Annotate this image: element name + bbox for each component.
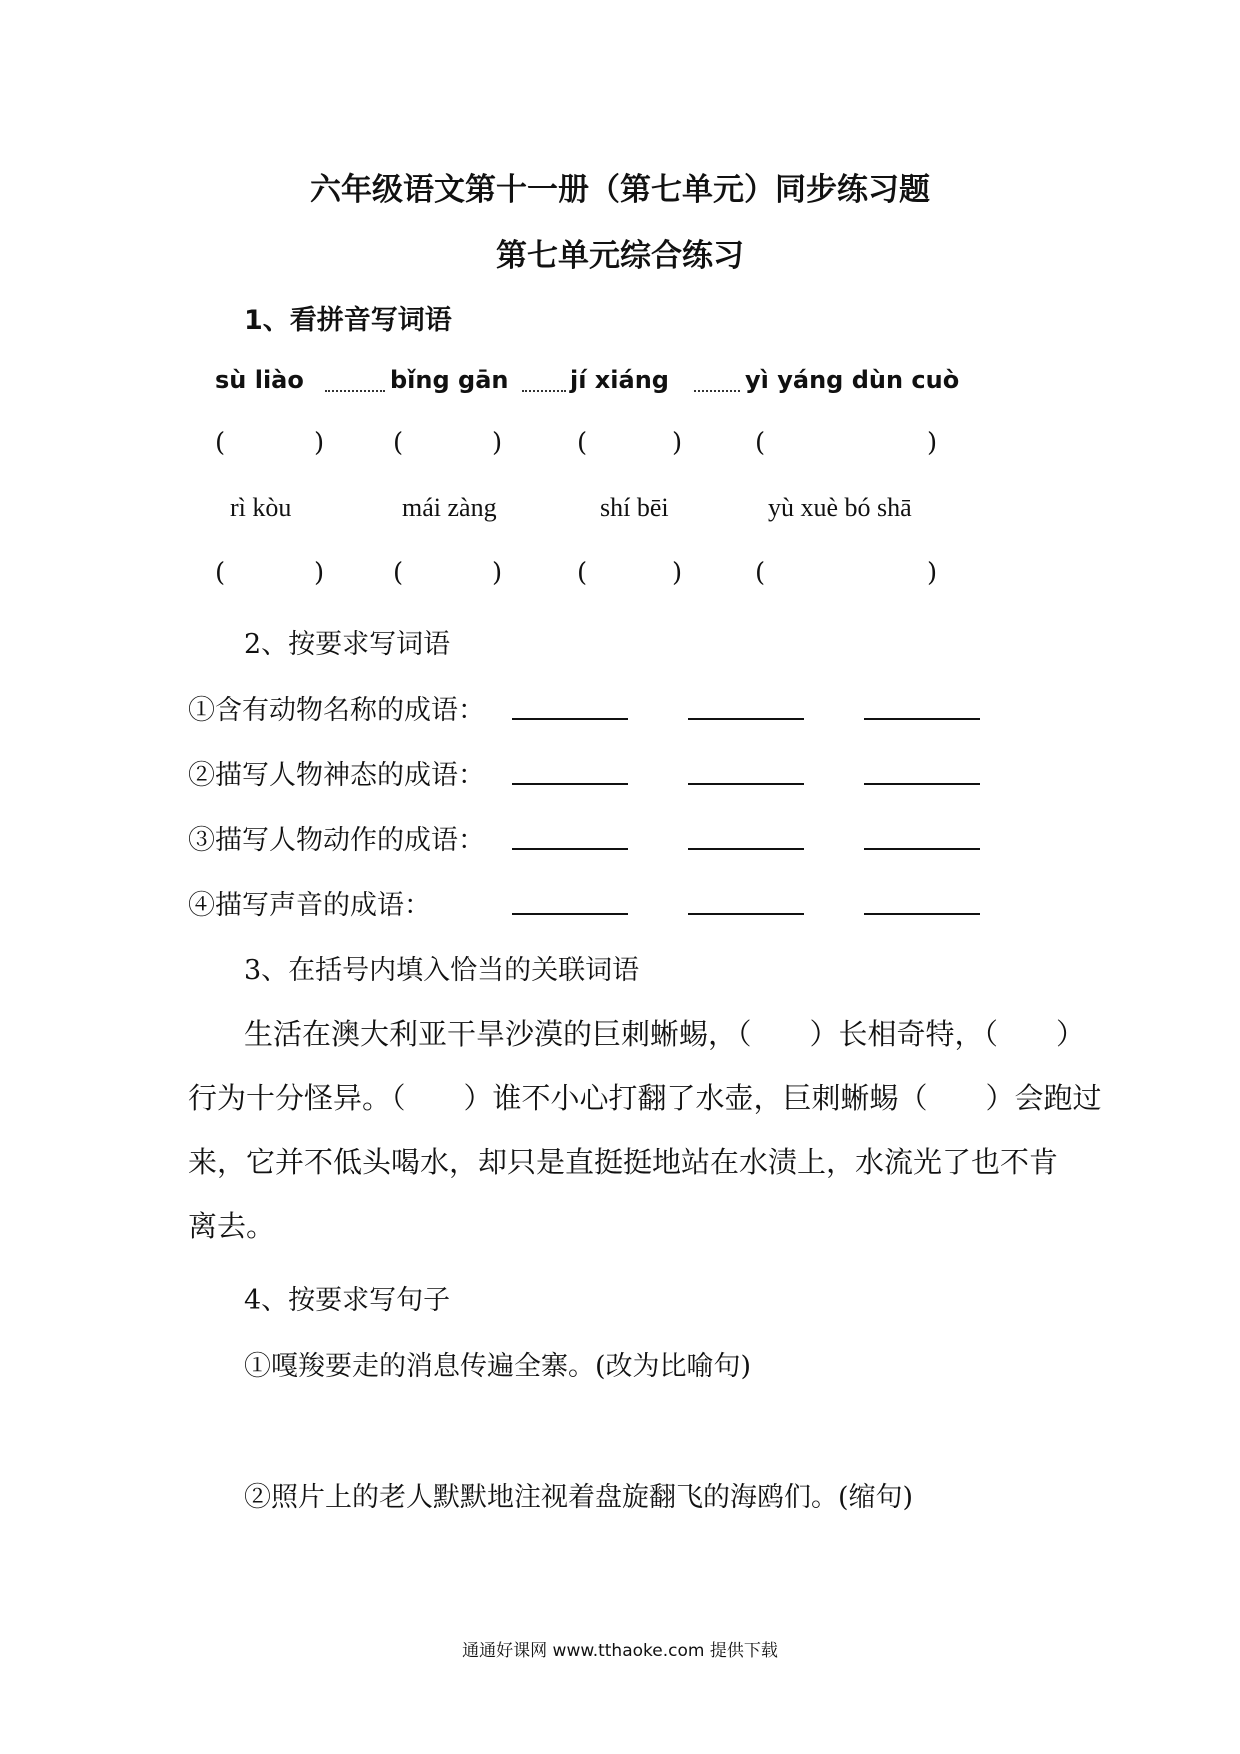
- q2-item-label: ②描写人物神态的成语：: [188, 760, 485, 791]
- pinyin-item: shí bēi: [600, 493, 669, 522]
- paren-open: (: [215, 558, 226, 588]
- paren-close: ): [927, 428, 938, 458]
- pinyin-item: jí xiáng: [570, 366, 669, 394]
- answer-blank[interactable]: [512, 783, 628, 785]
- q4-item: ①嘎羧要走的消息传遍全寨。(改为比喻句): [244, 1351, 752, 1382]
- dotted-separator: [325, 390, 385, 392]
- q4-item: ②照片上的老人默默地注视着盘旋翻飞的海鸥们。(缩句): [244, 1482, 914, 1513]
- paren-close: ): [672, 558, 683, 588]
- paren-close: ): [314, 558, 325, 588]
- paren-open: (: [577, 428, 588, 458]
- q3-passage-line: 生活在澳大利亚干旱沙漠的巨刺蜥蜴，（ ）长相奇特，（ ）: [244, 1017, 1086, 1051]
- pinyin-item: yù xuè bó shā: [768, 493, 912, 522]
- paren-close: ): [314, 428, 325, 458]
- page-footer: 通通好课网 www.tthaoke.com 提供下载: [462, 1641, 778, 1661]
- paren-close: ): [492, 428, 503, 458]
- answer-blank[interactable]: [864, 913, 980, 915]
- q3-passage-line: 来，它并不低头喝水，却只是直挺挺地站在水渍上，水流光了也不肯: [188, 1145, 1059, 1179]
- q2-item-label: ①含有动物名称的成语：: [188, 695, 485, 726]
- pinyin-item: sù liào: [215, 366, 304, 394]
- paren-close: ): [672, 428, 683, 458]
- q2-item-label: ③描写人物动作的成语：: [188, 825, 485, 856]
- answer-blank[interactable]: [864, 783, 980, 785]
- page-subtitle: 第七单元综合练习: [496, 238, 744, 274]
- paren-open: (: [755, 558, 766, 588]
- paren-open: (: [755, 428, 766, 458]
- q2-heading: 2、按要求写词语: [244, 629, 451, 660]
- paren-close: ): [492, 558, 503, 588]
- answer-blank[interactable]: [864, 718, 980, 720]
- pinyin-item: yì yáng dùn cuò: [745, 366, 960, 394]
- page-title: 六年级语文第十一册（第七单元）同步练习题: [310, 172, 930, 208]
- paren-open: (: [215, 428, 226, 458]
- answer-blank[interactable]: [688, 718, 804, 720]
- pinyin-item: rì kòu: [230, 493, 292, 522]
- paren-open: (: [393, 558, 404, 588]
- dotted-separator: [694, 390, 740, 392]
- q3-passage-line: 离去。: [188, 1209, 276, 1243]
- pinyin-item: mái zàng: [402, 493, 497, 522]
- pinyin-item: bǐng gān: [390, 366, 509, 394]
- answer-blank[interactable]: [688, 913, 804, 915]
- paren-open: (: [577, 558, 588, 588]
- answer-blank[interactable]: [864, 848, 980, 850]
- q2-item-label: ④描写声音的成语：: [188, 890, 431, 921]
- dotted-separator: [522, 390, 566, 392]
- paren-close: ): [927, 558, 938, 588]
- paren-open: (: [393, 428, 404, 458]
- answer-blank[interactable]: [512, 848, 628, 850]
- q1-heading: 1、看拼音写词语: [244, 305, 452, 336]
- q3-passage-line: 行为十分怪异。（ ）谁不小心打翻了水壶，巨刺蜥蜴（ ）会跑过: [188, 1081, 1102, 1115]
- q4-heading: 4、按要求写句子: [244, 1285, 451, 1316]
- answer-blank[interactable]: [688, 848, 804, 850]
- answer-blank[interactable]: [688, 783, 804, 785]
- q3-heading: 3、在括号内填入恰当的关联词语: [244, 955, 640, 986]
- answer-blank[interactable]: [512, 913, 628, 915]
- answer-blank[interactable]: [512, 718, 628, 720]
